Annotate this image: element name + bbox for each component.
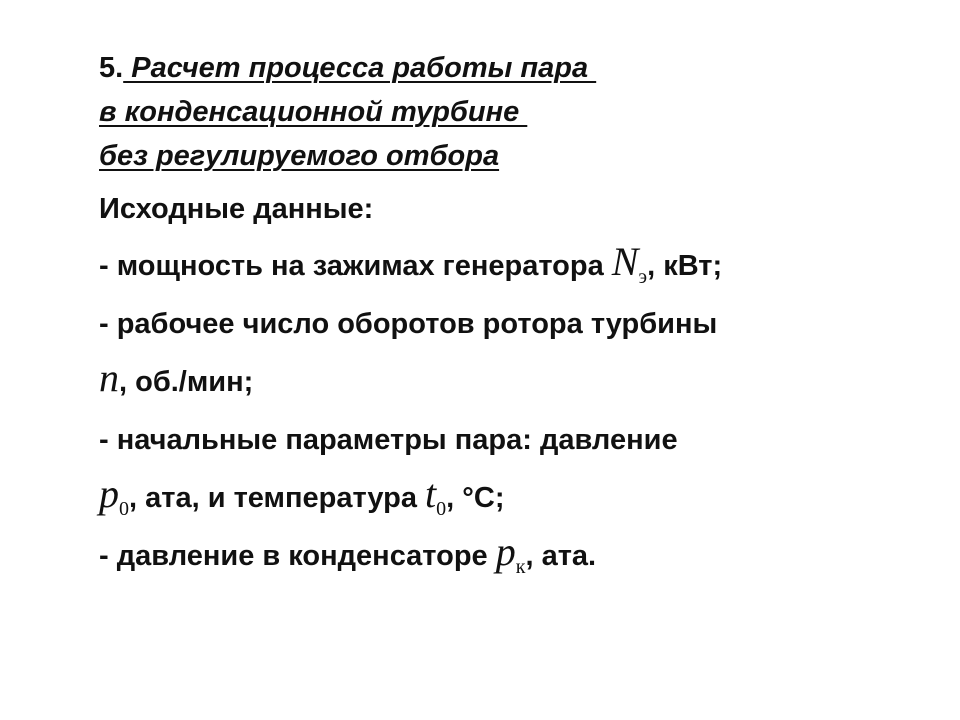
symbol-rpm: n (99, 355, 119, 400)
symbol-power: N (611, 239, 639, 284)
item-power-text: - мощность на зажимах генератора (99, 250, 612, 282)
item-rpm-unit: , об./мин; (119, 366, 254, 398)
symbol-pressure: p (99, 471, 119, 516)
item-initial-params (99, 411, 919, 527)
title-line-2: в конденсационной турбине (99, 96, 528, 128)
item-power (99, 237, 919, 295)
item-initial-text: - начальные параметры пара: давление (99, 424, 678, 456)
section-heading: Исходные данные: (99, 193, 374, 225)
item-condenser-unit: , ата. (525, 540, 597, 572)
section-number: 5. (99, 52, 124, 84)
item-condenser-text: - давление в конденсаторе (99, 540, 496, 572)
item-condenser (99, 527, 919, 585)
symbol-condenser-pressure: p (495, 529, 516, 574)
title-line-1 (99, 46, 919, 90)
item-rpm-text: - рабочее число оборотов ротора турбины (99, 308, 718, 340)
symbol-temperature-subscript: 0 (436, 498, 447, 520)
title-line-3: без регулируемого отбора (99, 140, 500, 172)
title-text-1: Расчет процесса работы пара (123, 52, 597, 84)
slide-content (99, 46, 919, 585)
item-power-unit: , кВт; (647, 250, 723, 282)
symbol-power-subscript: э (638, 266, 648, 288)
symbol-condenser-subscript: к (515, 556, 526, 578)
item-initial-unit: , °С; (446, 482, 505, 514)
item-initial-mid: , ата, и температура (129, 482, 426, 514)
symbol-temperature: t (425, 471, 437, 516)
symbol-pressure-subscript: 0 (119, 498, 129, 520)
item-rpm (99, 295, 919, 411)
